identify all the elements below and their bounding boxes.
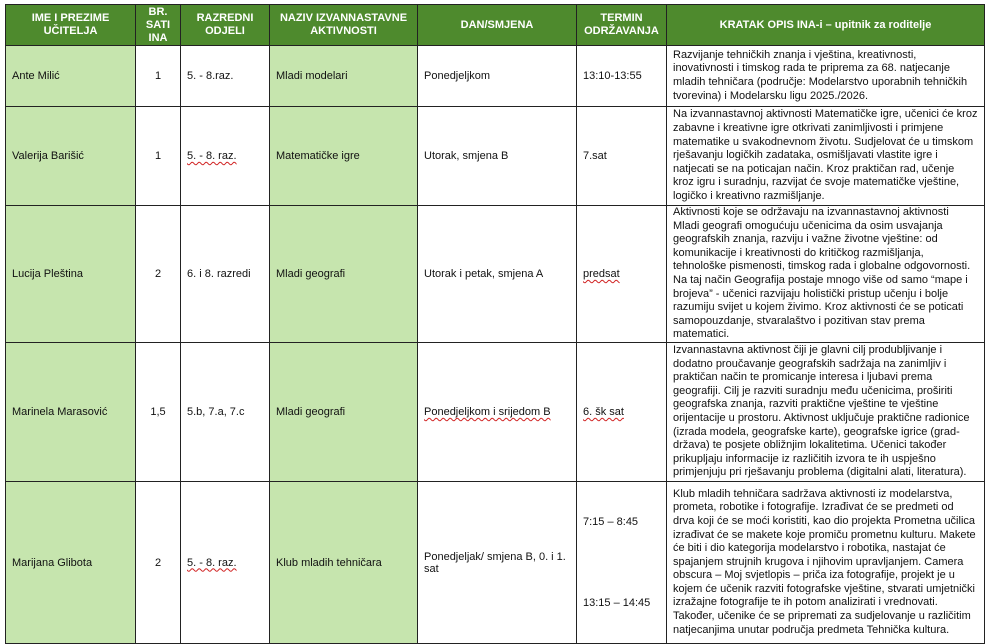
table-row — [6, 46, 985, 107]
hours-count: 2 — [136, 206, 181, 343]
table-row — [6, 482, 985, 644]
activity-description: Izvannastavna aktivnost čiji je glavni cilj produbljivanje i dodatno proučavanje geografskih sadržaja na zanimljiv i praktičan način te promicanje interesa i ljubavi prema geografiji. Cilj je razviti suradnju među učenicima, proširiti geografska znanja, razviti praktične vještine te vještine orijentacije u prostoru. Aktivnost uključuje praktične radionice (izrada modela, geografske karte), geografske igrice (grad-država) te posjete obližnjim lokalitetima. Učenici također prikupljaju informacije iz različitih izvora te ih uspješno primjenjuju pri rješavanju problema (digitalni alati, literatura). — [667, 343, 985, 482]
activity-name: Matematičke igre — [270, 107, 418, 206]
term-time-second: 13:15 – 14:45 — [583, 596, 651, 609]
activity-description: Na izvannastavnoj aktivnosti Matematičke igre, učenici će kroz zabavne i kreativne igre otkrivati zanimljivosti i primjene matematike u svakodnevnom životu. Sudjelovat će u timskom rješavanju logičkih zadataka, osmišljavati vlastite igre i natjecati se na poticajan način. Kroz praktičan rad, učenje kroz igru i suradnju, razvijat će svoje matematičke vještine, logičko i kreativno razmišljanje. — [667, 107, 985, 206]
header-activity: NAZIV IZVANNASTAVNE AKTIVNOSTI — [270, 5, 418, 46]
class-groups: 6. i 8. razredi — [181, 206, 270, 343]
header-hours: BR. SATI INA — [136, 5, 181, 46]
term-time-text: 6. šk sat — [583, 406, 624, 418]
term-time-first: 7:15 – 8:45 — [583, 516, 639, 529]
activity-name: Mladi geografi — [270, 343, 418, 482]
class-groups-text: 5. - 8. raz. — [187, 150, 237, 162]
term-time-lines — [583, 482, 660, 643]
teacher-name: Marinela Marasović — [6, 343, 136, 482]
header-term: TERMIN ODRŽAVANJA — [577, 5, 667, 46]
table-row — [6, 107, 985, 206]
day-shift: Utorak i petak, smjena A — [418, 206, 577, 343]
day-shift: Ponedjeljak/ smjena B, 0. i 1. sat — [418, 482, 577, 644]
term-time-text: predsat — [583, 268, 620, 280]
activity-description: Razvijanje tehničkih znanja i vještina, kreativnosti, inovativnosti i timskog rada te priprema za 68. natjecanje mladih tehničara (područje: Modelarstvo uporabnih tehničkih tvorevina) i Modelarsku ligu 2025./2026. — [667, 46, 985, 107]
class-groups — [181, 107, 270, 206]
class-groups: 5. - 8.raz. — [181, 46, 270, 107]
header-day: DAN/SMJENA — [418, 5, 577, 46]
activity-name: Mladi modelari — [270, 46, 418, 107]
term-time — [577, 482, 667, 644]
day-shift: Utorak, smjena B — [418, 107, 577, 206]
header-row — [6, 5, 985, 46]
term-time — [577, 206, 667, 343]
day-shift-text: Ponedjeljkom i srijedom B — [424, 406, 551, 418]
class-groups — [181, 482, 270, 644]
ina-table — [5, 4, 985, 644]
day-shift — [418, 343, 577, 482]
activity-description: Klub mladih tehničara sadržava aktivnosti iz modelarstva, prometa, robotike i fotografije. Izrađivat će se predmeti od drva koji će se moći koristiti, kao dio projekta Prometna učilica izrađivat će se makete koje promiču prometnu kulturu. Makete će biti i dio kategorija modelarstvo i robotika, nastajat će spajanjem strujnih krugova i njihovim upravljanjem. Camera obscura – Moj svjetlopis – priča iza fotografije, projekt je u kojem će učenik razviti fotografske vještine, stvarati umjetnički izražajne fotografije te ih potom analizirati i vrednovati. Također, učenike će se pripremati za sudjelovanje u različitim natjecanjima unutar područja predmeta Tehnička kultura. — [667, 482, 985, 644]
teacher-name: Ante Milić — [6, 46, 136, 107]
header-description: KRATAK OPIS INA-i – upitnik za roditelje — [667, 5, 985, 46]
hours-count: 2 — [136, 482, 181, 644]
day-shift: Ponedjeljkom — [418, 46, 577, 107]
term-time: 7.sat — [577, 107, 667, 206]
term-time — [577, 343, 667, 482]
teacher-name: Lucija Pleština — [6, 206, 136, 343]
activity-name: Mladi geografi — [270, 206, 418, 343]
teacher-name: Valerija Barišić — [6, 107, 136, 206]
term-time: 13:10-13:55 — [577, 46, 667, 107]
header-classes: RAZREDNI ODJELI — [181, 5, 270, 46]
class-groups-text: 5. - 8. raz. — [187, 556, 237, 569]
hours-count: 1 — [136, 46, 181, 107]
class-groups: 5.b, 7.a, 7.c — [181, 343, 270, 482]
hours-count: 1,5 — [136, 343, 181, 482]
table-row — [6, 206, 985, 343]
hours-count: 1 — [136, 107, 181, 206]
teacher-name: Marijana Glibota — [6, 482, 136, 644]
header-teacher: IME I PREZIME UČITELJA — [6, 5, 136, 46]
activity-description: Aktivnosti koje se održavaju na izvannastavnoj aktivnosti Mladi geografi omogućuju učenicima da osim usvajanja geografskih znanja, razviju i važne životne vještine: od komunikacije i kreativnosti do kritičkog razmišljanja, tehnološke pismenosti, timskog rada i globalne odgovornosti. Na taj način Geografija postaje mnogo više od samo “mape i brojeva” - učenici razvijaju holistički pristup učenju i bolje razumiju svijet u kojem živimo. Kroz aktivnosti će se poticati samopouzdanje, stvaralaštvo i pozitivan stav prema matematici. — [667, 206, 985, 343]
table-row — [6, 343, 985, 482]
activity-name: Klub mladih tehničara — [270, 482, 418, 644]
